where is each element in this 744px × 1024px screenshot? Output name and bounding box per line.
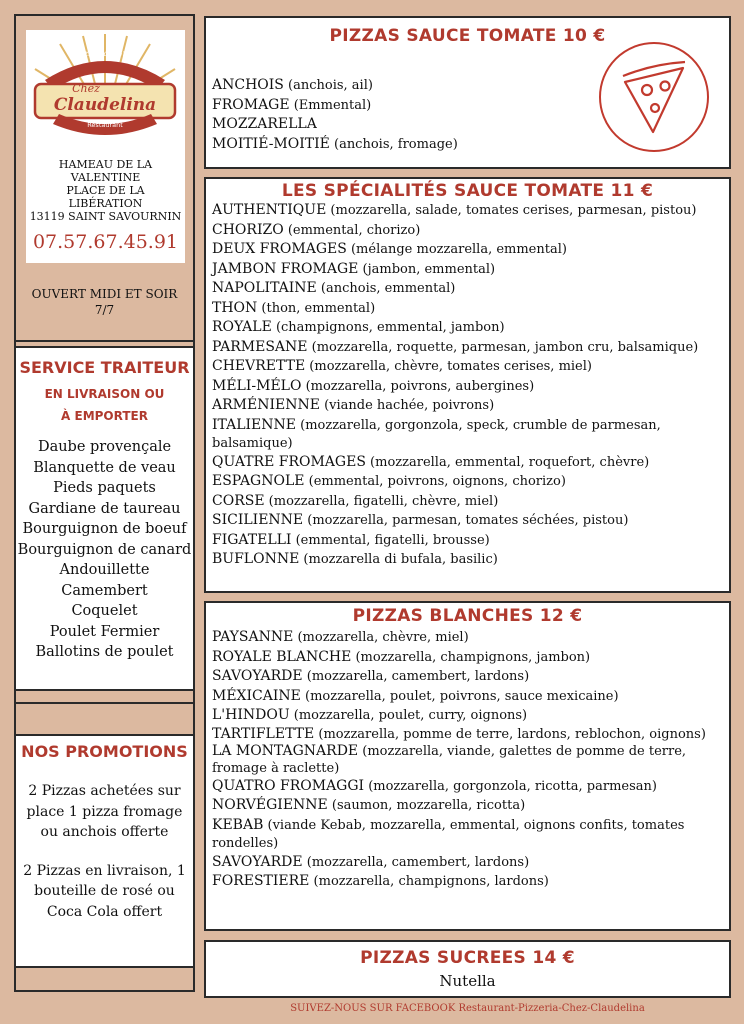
pizza-name: TARTIFLETTE — [212, 725, 315, 742]
menu-item — [212, 667, 729, 687]
menu-list — [206, 201, 729, 570]
menu-item — [212, 396, 729, 416]
menu-item — [212, 260, 729, 280]
traiteur-title: SERVICE TRAITEUR — [19, 358, 190, 377]
pizza-name: NORVÉGIENNE — [212, 797, 328, 813]
pizza-name: DEUX FROMAGES — [212, 241, 347, 257]
logo-tagline: Pizzeria - Grill — [76, 49, 134, 58]
pizza-ingredients: (champignons, emmental, jambon) — [271, 320, 505, 335]
menu-item — [212, 472, 729, 492]
section-blanches — [204, 601, 731, 931]
pizza-name: CHEVRETTE — [212, 358, 306, 374]
promotion-text: 2 Pizzas achetées sur place 1 pizza fromage ou anchois offerte — [26, 783, 183, 840]
address-line: HAMEAU DE LA — [58, 158, 153, 171]
pizza-name: BUFLONNE — [212, 551, 300, 567]
pizza-name: ROYALE BLANCHE — [212, 648, 352, 665]
list-item: Bourguignon de boeuf — [22, 521, 187, 537]
menu-item — [212, 648, 729, 668]
pizza-name: PARMESANE — [212, 338, 308, 355]
pizza-name: NAPOLITAINE — [212, 280, 317, 296]
menu-list — [206, 628, 729, 892]
pizza-ingredients: (anchois, fromage) — [329, 136, 458, 152]
pizza-name: SAVOYARDE — [212, 853, 303, 870]
pizza-name: PAYSANNE — [212, 629, 294, 645]
pizza-ingredients: (mozzarella, chèvre, miel) — [293, 630, 469, 645]
pizza-name: ROYALE — [212, 319, 272, 335]
list-item: Poulet Fermier — [49, 623, 160, 640]
pizza-name: ARMÉNIENNE — [212, 397, 320, 413]
list-item: Pieds paquets — [53, 480, 156, 496]
traiteur-list — [16, 437, 193, 663]
pizza-ingredients: (mélange mozzarella, emmental) — [346, 242, 567, 257]
pizza-ingredients: (Emmental) — [289, 97, 372, 113]
pizza-name: KEBAB — [212, 816, 264, 833]
menu-item — [212, 687, 729, 707]
menu-item — [212, 318, 729, 338]
section-specialites — [204, 177, 731, 593]
pizza-ingredients: (viande hachée, poivrons) — [319, 398, 495, 413]
list-item: Coquelet — [71, 603, 138, 619]
pizza-ingredients: (emmental, poivrons, oignons, chorizo) — [304, 474, 566, 489]
menu-item — [212, 201, 729, 221]
promotions-title: NOS PROMOTIONS — [21, 742, 188, 761]
pizza-name: SICILIENNE — [212, 512, 304, 528]
menu-item — [212, 796, 729, 816]
pizza-ingredients: (emmental, chorizo) — [283, 222, 421, 238]
list-item: Bourguignon de canard — [17, 541, 192, 558]
list-item: Gardiane de taureau — [28, 500, 181, 517]
menu-item — [212, 279, 729, 299]
pizza-ingredients: (anchois, ail) — [283, 78, 373, 93]
facebook-footer[interactable]: SUIVEZ-NOUS SUR FACEBOOK Restaurant-Pizzeria-Chez-Claudelina — [290, 1003, 645, 1014]
section-tomate — [204, 16, 731, 169]
traiteur-subtitle: EN LIVRAISON OU — [44, 387, 165, 401]
pizza-ingredients: (emmental, figatelli, brousse) — [291, 532, 490, 548]
section-title: PIZZAS BLANCHES 12 € — [352, 606, 583, 626]
pizza-ingredients: (anchois, emmental) — [316, 281, 456, 296]
pizza-name: CHORIZO — [212, 221, 284, 238]
pizza-name: MOITIÉ-MOITIÉ — [212, 135, 330, 152]
menu-item — [212, 550, 729, 570]
phone-number[interactable]: 07.57.67.45.91 — [32, 231, 179, 253]
traiteur-subtitle: À EMPORTER — [61, 409, 148, 423]
list-item: Camembert — [61, 582, 148, 599]
list-item: Blanquette de veau — [33, 459, 176, 476]
menu-item — [212, 628, 729, 648]
menu-item — [212, 299, 729, 319]
pizza-name: FORESTIERE — [212, 873, 310, 889]
list-item: Ballotins de poulet — [35, 644, 174, 660]
menu-item — [212, 377, 729, 397]
logo-emblem-icon — [26, 30, 185, 164]
pizza-name: ANCHOIS — [212, 77, 284, 93]
pizza-name: ITALIENNE — [212, 416, 296, 433]
address-line: 13119 SAINT SAVOURNIN — [29, 210, 182, 223]
pizza-name: FIGATELLI — [212, 531, 292, 548]
menu-item — [212, 853, 729, 873]
menu-item — [212, 240, 729, 260]
pizza-ingredients: (mozzarella, poivrons, aubergines) — [301, 378, 535, 394]
menu-item — [212, 777, 729, 797]
traiteur-box — [16, 346, 193, 691]
menu-item: Nutella — [439, 972, 496, 990]
pizza-ingredients: (mozzarella, pomme de terre, lardons, reblochon, oignons) — [314, 726, 706, 742]
pizza-name: ESPAGNOLE — [212, 473, 305, 489]
pizza-name: AUTHENTIQUE — [212, 202, 327, 218]
section-title: PIZZAS SAUCE TOMATE 10 € — [329, 26, 606, 46]
address — [26, 156, 185, 263]
opening-hours: OUVERT MIDI ET SOIR 7/7 — [31, 287, 178, 317]
divider — [16, 340, 193, 342]
pizza-ingredients: (mozzarella, champignons, jambon) — [351, 649, 591, 665]
section-title: PIZZAS SUCREES 14 € — [360, 948, 575, 968]
menu-item — [212, 492, 729, 512]
menu-item — [212, 416, 729, 453]
logo-chez: Chez — [72, 82, 100, 95]
pizza-name: MÉXICAINE — [212, 687, 301, 704]
menu-item — [212, 872, 729, 892]
promotions-box — [16, 736, 193, 968]
pizza-name: LA MONTAGNARDE — [212, 742, 359, 759]
pizza-name: MOZZARELLA — [212, 116, 317, 132]
pizza-name: L'HINDOU — [212, 707, 290, 723]
pizza-ingredients: (mozzarella, salade, tomates cerises, parmesan, pistou) — [326, 203, 697, 218]
logo — [26, 30, 185, 164]
menu-item — [212, 357, 729, 377]
pizza-name: SAVOYARDE — [212, 668, 303, 684]
pizza-ingredients: (mozzarella, camembert, lardons) — [302, 669, 530, 684]
menu-item — [212, 816, 729, 853]
menu-item — [212, 453, 729, 473]
pizza-name: THON — [212, 299, 258, 316]
menu-item — [212, 726, 729, 743]
pizza-name: CORSE — [212, 492, 265, 509]
pizza-ingredients: (mozzarella, chèvre, tomates cerises, miel) — [305, 359, 592, 374]
section-title: LES SPÉCIALITÉS SAUCE TOMATE 11 € — [281, 181, 654, 201]
divider — [16, 702, 193, 704]
menu-item — [212, 221, 729, 241]
pizza-name: FROMAGE — [212, 96, 290, 113]
pizza-ingredients: (mozzarella, emmental, roquefort, chèvre) — [365, 454, 650, 470]
menu-item — [212, 531, 729, 551]
pizza-name: MÉLI-MÉLO — [212, 377, 302, 394]
address-line: LIBÉRATION — [68, 197, 143, 210]
list-item: Daube provençale — [37, 439, 172, 455]
pizza-ingredients: (mozzarella, poulet, poivrons, sauce mexicaine) — [300, 688, 619, 704]
pizza-ingredients: (mozzarella, gorgonzola, speck, crumble de parmesan, balsamique) — [212, 417, 661, 451]
logo-name: Claudelina — [53, 95, 157, 115]
pizza-ingredients: (mozzarella, poulet, curry, oignons) — [289, 708, 528, 723]
pizza-ingredients: (mozzarella, viande, galettes de pomme de terre, fromage à raclette) — [212, 743, 687, 776]
logo-subtitle: Restaurant — [87, 121, 123, 129]
pizza-ingredients: (saumon, mozzarella, ricotta) — [327, 798, 526, 813]
section-sucrees — [204, 940, 731, 998]
pizza-ingredients: (mozzarella, champignons, lardons) — [309, 874, 549, 889]
address-line: PLACE DE LA — [66, 184, 145, 197]
pizza-name: QUATRO FROMAGGI — [212, 777, 365, 794]
pizza-name: QUATRE FROMAGES — [212, 453, 366, 470]
pizza-slice-icon — [597, 40, 711, 154]
menu-item — [212, 706, 729, 726]
pizza-ingredients: (jambon, emmental) — [358, 261, 496, 277]
pizza-ingredients: (mozzarella, gorgonzola, ricotta, parmesan) — [364, 778, 657, 794]
menu-item — [212, 338, 729, 358]
pizza-ingredients: (mozzarella di bufala, basilic) — [299, 552, 498, 567]
pizza-ingredients: (mozzarella, parmesan, tomates séchées, pistou) — [303, 513, 629, 528]
pizza-name: JAMBON FROMAGE — [212, 260, 359, 277]
pizza-ingredients: (mozzarella, camembert, lardons) — [302, 854, 530, 870]
menu-item — [212, 743, 729, 777]
menu-item — [212, 511, 729, 531]
logo-block — [16, 16, 193, 317]
pizza-ingredients: (thon, emmental) — [257, 300, 376, 316]
pizza-ingredients: (mozzarella, figatelli, chèvre, miel) — [264, 493, 499, 509]
pizza-ingredients: (mozzarella, roquette, parmesan, jambon cru, balsamique) — [307, 339, 699, 355]
promotion-text: 2 Pizzas en livraison, 1 bouteille de rosé ou Coca Cola offert — [23, 862, 186, 920]
address-line: VALENTINE — [70, 171, 141, 184]
pizza-ingredients: (viande Kebab, mozzarella, emmental, oignons confits, tomates rondelles) — [212, 817, 685, 851]
list-item: Andouillette — [59, 562, 150, 578]
